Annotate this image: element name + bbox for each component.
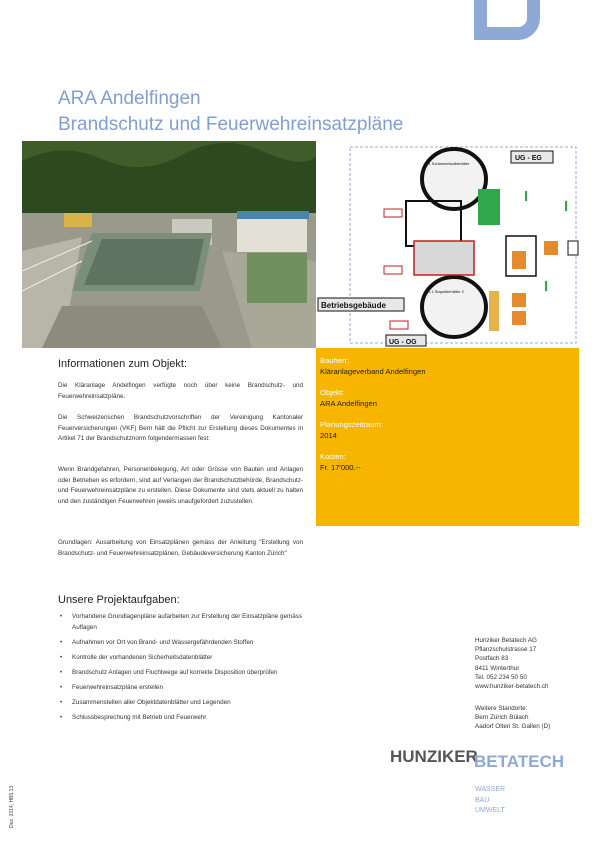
objekt-paragraph-2: Die Schweizerischen Brandschutzvorschriften der Vereinigung Kantonaler Feuerversicherungen (VKF) Bern hält die Pflicht zur Erstellung dieses Dokumentes in Artikel 71 der Brandschutznorm folgendermassen fest: bbox=[58, 414, 303, 442]
objekt-paragraph-3: Wenn Brandgefahren, Personenbelegung, Art oder Grösse von Bauten und Anlagen oder Betrieben es erfordern, sind auf Verlangen der Brandschutzbehörde, Brandschutz- und Feuerwehreinsatzpläne zu erstellen. Diese Dokumente sind stets aktuell zu halten und den zuständigen Feuerwehren jeweils unaufgefordert zuzustellen. bbox=[58, 466, 303, 505]
list-item bbox=[58, 713, 308, 724]
bullet-icon: • bbox=[60, 613, 63, 620]
company-street: Pflanzschulstrasse 17 bbox=[475, 646, 537, 654]
locations-label: Weitere Standorte: bbox=[475, 705, 528, 712]
brand-hunziker: HUNZIKER bbox=[390, 747, 478, 766]
floor-plan-drawing bbox=[316, 141, 579, 348]
task-text: Aufnahmen vor Ort von Brand- und Wassergefährdenden Stoffen bbox=[72, 638, 254, 646]
locations-line-2: Aadorf Olten St. Gallen (D) bbox=[475, 723, 551, 731]
tagline-bau: BAU bbox=[475, 796, 490, 804]
list-item bbox=[58, 683, 308, 694]
bauherr-label: Bauherr: bbox=[320, 356, 350, 365]
company-logo-mark bbox=[474, 0, 540, 40]
bauherr-value: Kläranlageverband Andelfingen bbox=[320, 367, 426, 376]
objekt-value: ARA Andelfingen bbox=[320, 399, 377, 408]
list-item bbox=[58, 653, 308, 664]
bullet-icon: • bbox=[60, 713, 63, 721]
brand-betatech: BETATECH bbox=[474, 752, 565, 771]
objekt-paragraph-4: Grundlagen: Ausarbeitung von Einsatzplänen gemäss der Anleitung "Erstellung von Brandschutz- und Feuerwehreinsatzplänen, Gebäudeversicherung Kanton Zürich" bbox=[58, 539, 303, 557]
company-city: 8411 Winterthur bbox=[475, 664, 520, 672]
aufgaben-heading: Unsere Projektaufgaben: bbox=[58, 594, 180, 606]
list-item bbox=[58, 612, 308, 633]
company-box: Postfach 83 bbox=[475, 655, 509, 663]
objekt-label: Objekt: bbox=[320, 388, 345, 397]
zeitraum-label: Planungszeitraum: bbox=[320, 420, 383, 429]
plan-label-ug-eg: UG - EG bbox=[515, 155, 542, 162]
plant-photo-illustration bbox=[22, 141, 316, 348]
zeitraum-value: 2014 bbox=[320, 431, 337, 440]
page-title-line1: ARA Andelfingen bbox=[58, 88, 201, 109]
company-name: Hunziker Betatech AG bbox=[475, 637, 537, 644]
floor-plan-image bbox=[316, 141, 579, 348]
bullet-icon: • bbox=[60, 653, 63, 661]
list-item bbox=[58, 638, 308, 649]
document-id: Dez. 2014, HB5,13 bbox=[9, 785, 15, 828]
objekt-heading: Informationen zum Objekt: bbox=[58, 358, 188, 370]
task-text: Schlussbesprechung mit Betrieb und Feuerwehr bbox=[72, 713, 207, 721]
company-phone: Tel. 052 234 50 50 bbox=[475, 673, 527, 681]
list-item bbox=[58, 698, 308, 709]
bullet-icon: • bbox=[60, 668, 63, 676]
company-locations bbox=[475, 704, 550, 732]
task-text: Vorhandene Grundlagenpläne aufarbeiten zur Erstellung der Einsatzpläne gemäss Auflagen bbox=[72, 613, 302, 631]
locations-line-1: Bern Zürich Bülach bbox=[475, 714, 529, 722]
tagline-umwelt: UMWELT bbox=[475, 807, 505, 814]
plan-label-tank1: 1:1 Schlammfaulbehälter bbox=[425, 161, 470, 166]
project-info-box bbox=[316, 348, 579, 526]
company-website-link[interactable]: www.hunziker-betatech.ch bbox=[475, 683, 549, 691]
plan-label-tank2: 1:1 Stapelbehälter 2 bbox=[428, 289, 464, 294]
kosten-label: Kosten: bbox=[320, 452, 346, 461]
task-text: Kontrolle der vorhandenen Sicherheitsdatenblätter bbox=[72, 653, 213, 661]
plan-label-betrieb: Betriebsgebäude bbox=[321, 301, 386, 310]
brand-tagline bbox=[475, 785, 505, 817]
kosten-value: Fr. 17'000.-- bbox=[320, 463, 361, 472]
tagline-wasser: WASSER bbox=[475, 786, 506, 793]
bullet-icon: • bbox=[60, 698, 63, 706]
task-text: Feuerwehreinsatzpläne erstellen bbox=[72, 683, 164, 691]
plant-photo bbox=[22, 141, 316, 348]
bullet-icon: • bbox=[60, 683, 63, 691]
plan-label-ug-og: UG - OG bbox=[389, 339, 417, 346]
page-title-line2: Brandschutz und Feuerwehreinsatzpläne bbox=[58, 114, 404, 135]
bullet-icon: • bbox=[60, 638, 63, 646]
objekt-paragraph-1: Die Kläranlage Andelfingen verfügte noch über keine Brandschutz- und Feuerwehreinsatzpläne. bbox=[58, 382, 303, 400]
task-text: Brandschutz Anlagen und Fluchtwege auf korrekte Disposition überprüfen bbox=[72, 668, 278, 676]
list-item bbox=[58, 668, 308, 679]
task-text: Zusammenstellen aller Objektdatenblätter und Legenden bbox=[72, 698, 231, 706]
aufgaben-list bbox=[58, 612, 308, 728]
company-address bbox=[475, 636, 549, 691]
